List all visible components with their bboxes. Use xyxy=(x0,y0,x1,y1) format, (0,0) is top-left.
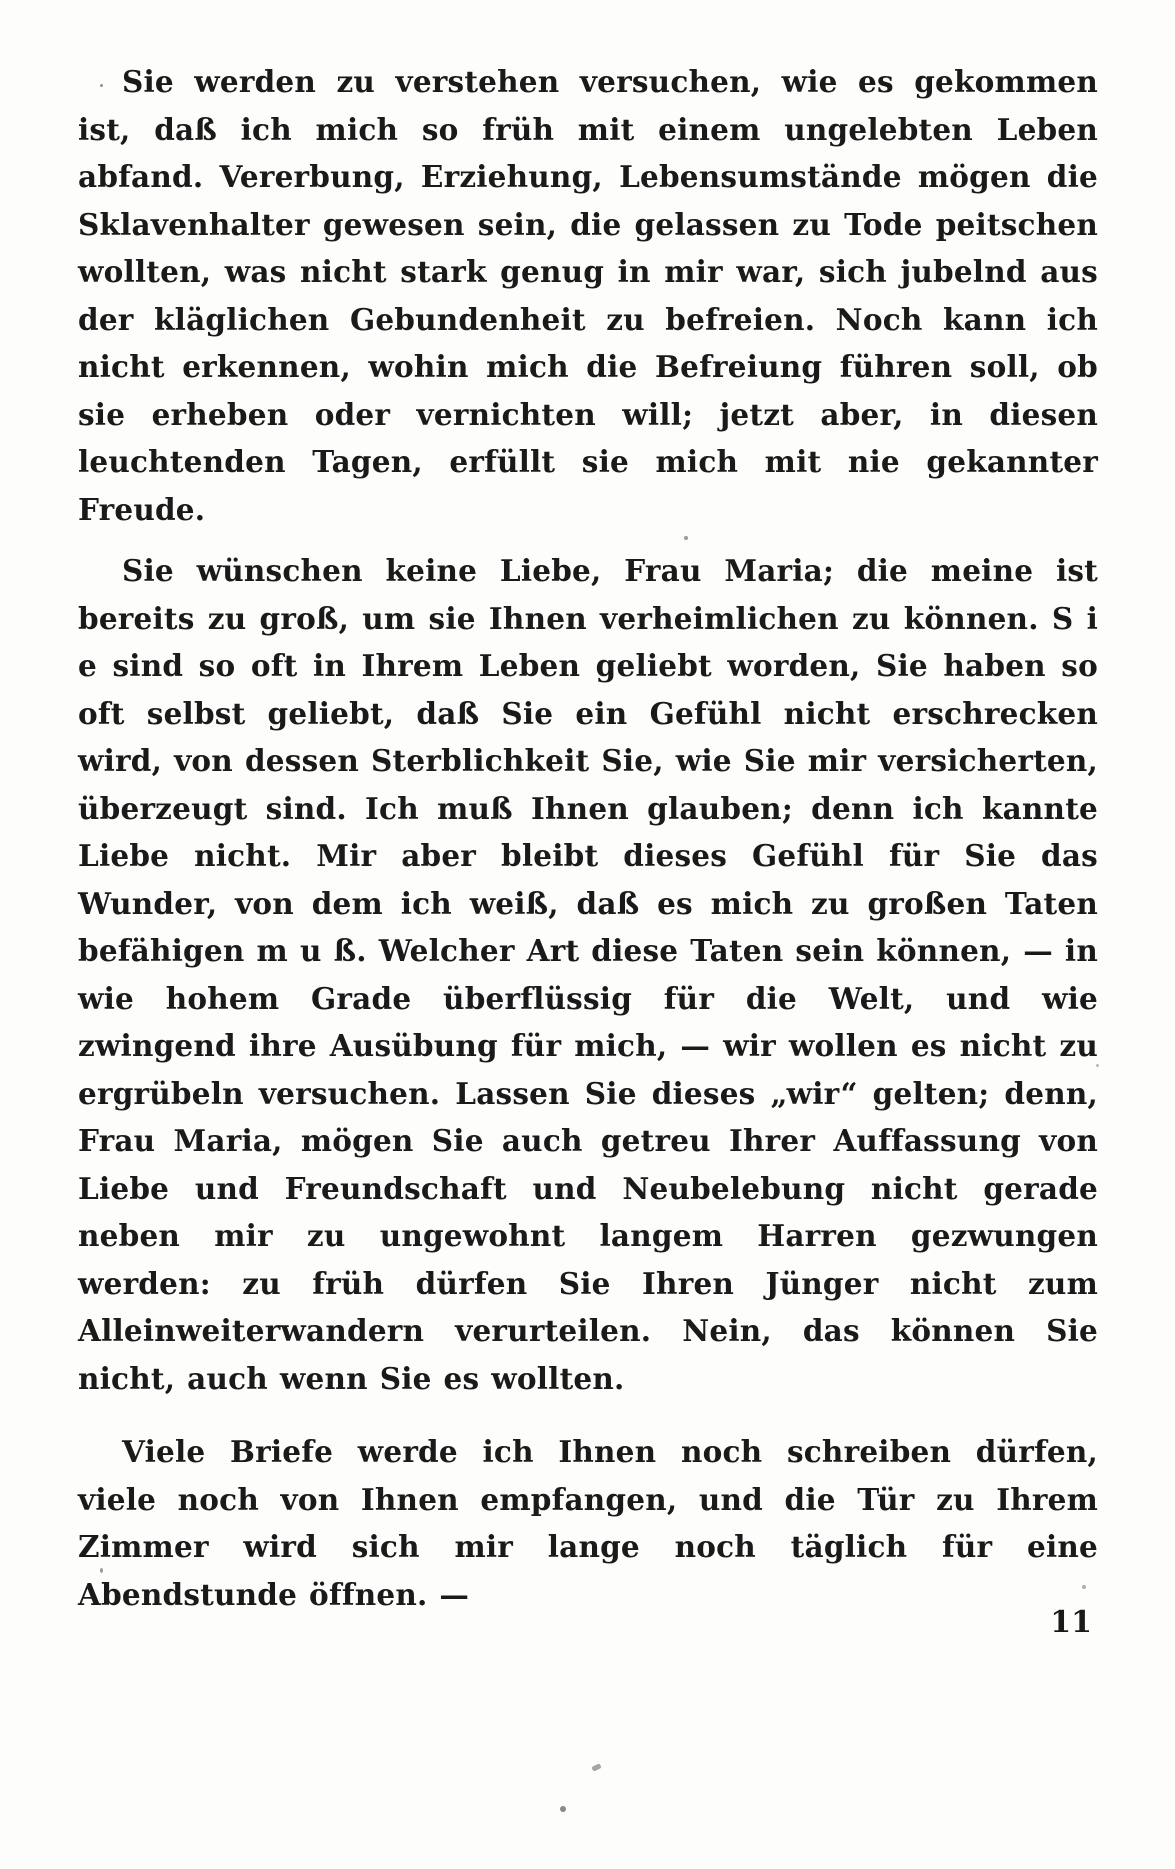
paragraph-2: Sie wünschen keine Liebe, Frau Maria; die meine ist bereits zu groß, um sie Ihnen verheimlichen zu können. S i e sind so oft in Ihrem Leben geliebt worden, Sie haben so oft selbst geliebt, daß Sie ein Gefühl nicht erschrecken wird, von dessen Sterblichkeit Sie, wie Sie mir versicherten, überzeugt sind. Ich muß Ihnen glauben; denn ich kannte Liebe nicht. Mir aber bleibt dieses Gefühl für Sie das Wunder, von dem ich weiß, daß es mich zu großen Taten befähigen m u ß. Welcher Art diese Taten sein können, — in wie hohem Grade überflüssig für die Welt, und wie zwingend ihre Ausübung für mich, — wir wollen es nicht zu ergrübeln versuchen. Lassen Sie dieses „wir“ gelten; denn, Frau Maria, mögen Sie auch getreu Ihrer Auffassung von Liebe und Freundschaft und Neubelebung nicht gerade neben mir zu ungewohnt langem Harren gezwungen werden: zu früh dürfen Sie Ihren Jünger nicht zum Alleinweiterwandern verurteilen. Nein, das können Sie nicht, auch wenn Sie es wollten. xyxy=(78,553,1098,1396)
paragraph-3: Viele Briefe werde ich Ihnen noch schreiben dürfen, viele noch von Ihnen empfangen, und die Tür zu Ihrem Zimmer wird sich mir lange noch täglich für eine Abendstunde öffnen. — xyxy=(78,1434,1098,1612)
paper-speck-icon xyxy=(100,1568,103,1573)
paragraph-1: Sie werden zu verstehen versuchen, wie es gekommen ist, daß ich mich so früh mit einem ungelebten Leben abfand. Vererbung, Erziehung, Lebensumstände mögen die Sklavenhalter gewesen sein, die gelassen zu Tode peitschen wollten, was nicht stark genug in mir war, sich jubelnd aus der kläglichen Gebundenheit zu befreien. Noch kann ich nicht erkennen, wohin mich die Befreiung führen soll, ob sie erheben oder vernichten will; jetzt aber, in diesen leuchtenden Tagen, erfüllt sie mich mit nie gekannter Freude. xyxy=(78,64,1098,527)
paper-speck-icon xyxy=(1082,1585,1086,1589)
page-text-area xyxy=(78,58,1098,1758)
paper-speck-icon xyxy=(1096,1064,1099,1067)
body-text xyxy=(78,58,1098,1618)
paper-speck-icon xyxy=(100,84,103,87)
paper-speck-icon xyxy=(591,1763,601,1771)
paper-speck-icon xyxy=(560,1806,566,1812)
page-number: 11 xyxy=(1050,1605,1092,1640)
paper-speck-icon xyxy=(684,536,688,540)
